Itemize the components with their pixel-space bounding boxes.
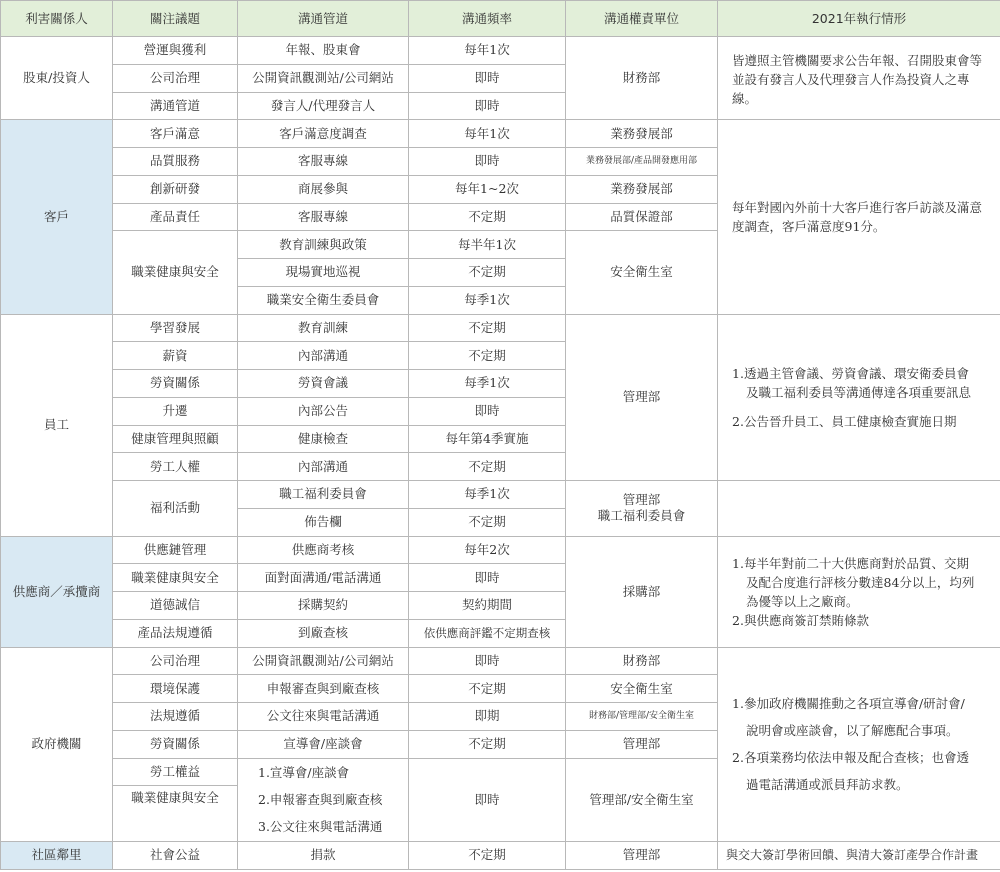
frequency-cell: 不定期 [409, 259, 566, 287]
unit-cell: 業務發展部/產品開發應用部 [566, 148, 718, 176]
channel-cell: 公開資訊觀測站/公司網站 [238, 64, 409, 92]
channel-cell: 捐款 [238, 841, 409, 869]
channel-cell: 客服專線 [238, 148, 409, 176]
stakeholder-government: 政府機關 [1, 647, 113, 841]
channel-cell: 宣導會/座談會 [238, 730, 409, 758]
execution-note: 1.透過主管會議、勞資會議、環安衛委員會 及職工福利委員等溝通傳達各項重要訊息 2.公告晉升員工、員工健康檢查實施日期 [718, 314, 1000, 481]
channel-cell: 客服專線 [238, 203, 409, 231]
topic-cell: 學習發展 [113, 314, 238, 342]
table-row [1, 37, 1000, 65]
table-row [1, 481, 1000, 509]
header-row [1, 1, 1000, 37]
topic-cell: 福利活動 [113, 481, 238, 537]
channel-cell: 內部溝通 [238, 453, 409, 481]
topic-cell: 薪資 [113, 342, 238, 370]
frequency-cell: 不定期 [409, 453, 566, 481]
stakeholder-shareholders: 股東/投資人 [1, 37, 113, 120]
stakeholder-customers: 客戶 [1, 120, 113, 314]
unit-cell: 管理部 [566, 314, 718, 481]
header-stakeholder: 利害關係人 [1, 1, 113, 37]
execution-note: 皆遵照主管機關要求公告年報、召開股東會等並設有發言人及代理發言人作為投資人之專線。 [718, 37, 1000, 120]
channel-cell: 到廠查核 [238, 619, 409, 647]
table-row [1, 536, 1000, 564]
frequency-cell: 即時 [409, 92, 566, 120]
table-row [1, 647, 1000, 675]
frequency-cell: 即期 [409, 703, 566, 731]
topic-cell: 職業健康與安全 [113, 231, 238, 314]
frequency-cell: 每年1次 [409, 120, 566, 148]
channel-cell: 教育訓練與政策 [238, 231, 409, 259]
execution-note: 1.參加政府機關推動之各項宣導會/研討會/ 說明會或座談會，以了解應配合事項。 2.各項業務均依法申報及配合查核；也會透 過電話溝通或派員拜訪求教。 [718, 647, 1000, 841]
frequency-cell: 每年第4季實施 [409, 425, 566, 453]
frequency-cell: 每年1次 [409, 37, 566, 65]
channel-cell: 公文往來與電話溝通 [238, 703, 409, 731]
channel-cell: 公開資訊觀測站/公司網站 [238, 647, 409, 675]
topic-cell: 營運與獲利 [113, 37, 238, 65]
table-row [1, 314, 1000, 342]
frequency-cell: 即時 [409, 647, 566, 675]
stakeholder-community: 社區鄰里 [1, 841, 113, 869]
channel-cell: 職工福利委員會 [238, 481, 409, 509]
unit-cell: 業務發展部 [566, 120, 718, 148]
topic-cell: 公司治理 [113, 64, 238, 92]
unit-cell: 安全衛生室 [566, 675, 718, 703]
frequency-cell: 不定期 [409, 342, 566, 370]
execution-note-empty [718, 481, 1000, 537]
frequency-cell: 不定期 [409, 675, 566, 703]
execution-note: 與交大簽訂學術回饋、與清大簽訂產學合作計畫 [718, 841, 1000, 869]
topic-cell: 創新研發 [113, 175, 238, 203]
execution-note: 每年對國內外前十大客戶進行客戶訪談及滿意度調查，客戶滿意度91分。 [718, 120, 1000, 314]
frequency-cell: 即時 [409, 64, 566, 92]
frequency-cell: 每季1次 [409, 370, 566, 398]
topic-cell: 公司治理 [113, 647, 238, 675]
topic-cell: 產品責任 [113, 203, 238, 231]
channel-cell: 面對面溝通/電話溝通 [238, 564, 409, 592]
channel-cell: 職業安全衛生委員會 [238, 286, 409, 314]
frequency-cell: 每季1次 [409, 286, 566, 314]
channel-cell: 採購契約 [238, 592, 409, 620]
execution-note: 1.每半年對前二十大供應商對於品質、交期 及配合度進行評核分數達84分以上，均列 為優等以上之廠商。 2.與供應商簽訂禁賄條款 [718, 536, 1000, 647]
frequency-cell: 每年2次 [409, 536, 566, 564]
unit-cell: 管理部 [566, 730, 718, 758]
channel-cell: 內部公告 [238, 397, 409, 425]
channel-cell: 年報、股東會 [238, 37, 409, 65]
header-topic: 關注議題 [113, 1, 238, 37]
topic-cell: 溝通管道 [113, 92, 238, 120]
frequency-cell: 即時 [409, 564, 566, 592]
header-execution: 2021年執行情形 [718, 1, 1000, 37]
unit-cell: 安全衛生室 [566, 231, 718, 314]
topic-cell: 職業健康與安全 [113, 786, 238, 842]
frequency-cell: 契約期間 [409, 592, 566, 620]
frequency-cell: 即時 [409, 758, 566, 841]
unit-cell: 品質保證部 [566, 203, 718, 231]
unit-cell: 財務部 [566, 37, 718, 120]
stakeholder-employees: 員工 [1, 314, 113, 536]
topic-cell: 供應鏈管理 [113, 536, 238, 564]
table-row [1, 841, 1000, 869]
unit-cell: 管理部 [566, 841, 718, 869]
unit-cell: 財務部 [566, 647, 718, 675]
frequency-cell: 不定期 [409, 203, 566, 231]
unit-cell: 管理部 職工福利委員會 [566, 481, 718, 537]
frequency-cell: 即時 [409, 148, 566, 176]
channel-cell: 發言人/代理發言人 [238, 92, 409, 120]
table-row [1, 120, 1000, 148]
channel-cell: 客戶滿意度調查 [238, 120, 409, 148]
topic-cell: 品質服務 [113, 148, 238, 176]
topic-cell: 法規遵循 [113, 703, 238, 731]
frequency-cell: 不定期 [409, 314, 566, 342]
topic-cell: 勞資關係 [113, 370, 238, 398]
header-channel: 溝通管道 [238, 1, 409, 37]
channel-cell: 現場實地巡視 [238, 259, 409, 287]
channel-cell: 教育訓練 [238, 314, 409, 342]
topic-cell: 道德誠信 [113, 592, 238, 620]
unit-cell: 業務發展部 [566, 175, 718, 203]
stakeholder-suppliers: 供應商／承攬商 [1, 536, 113, 647]
topic-cell: 升遷 [113, 397, 238, 425]
frequency-cell: 每半年1次 [409, 231, 566, 259]
header-unit: 溝通權責單位 [566, 1, 718, 37]
channel-cell: 商展參與 [238, 175, 409, 203]
topic-cell: 健康管理與照顧 [113, 425, 238, 453]
unit-cell: 管理部/安全衛生室 [566, 758, 718, 841]
channel-cell: 健康檢查 [238, 425, 409, 453]
topic-cell: 產品法規遵循 [113, 619, 238, 647]
frequency-cell: 每季1次 [409, 481, 566, 509]
channel-cell: 供應商考核 [238, 536, 409, 564]
topic-cell: 勞工人權 [113, 453, 238, 481]
frequency-cell: 每年1~2次 [409, 175, 566, 203]
topic-cell: 客戶滿意 [113, 120, 238, 148]
channel-cell: 1.宣導會/座談會 2.申報審查與到廠查核 3.公文往來與電話溝通 [238, 758, 409, 841]
topic-cell: 勞工權益 [113, 758, 238, 786]
frequency-cell: 不定期 [409, 508, 566, 536]
frequency-cell: 即時 [409, 397, 566, 425]
unit-cell: 財務部/管理部/安全衛生室 [566, 703, 718, 731]
header-frequency: 溝通頻率 [409, 1, 566, 37]
topic-cell: 職業健康與安全 [113, 564, 238, 592]
topic-cell: 社會公益 [113, 841, 238, 869]
channel-cell: 佈告欄 [238, 508, 409, 536]
channel-cell: 勞資會議 [238, 370, 409, 398]
topic-cell: 環境保護 [113, 675, 238, 703]
channel-cell: 申報審查與到廠查核 [238, 675, 409, 703]
frequency-cell: 不定期 [409, 841, 566, 869]
unit-cell: 採購部 [566, 536, 718, 647]
frequency-cell: 不定期 [409, 730, 566, 758]
topic-cell: 勞資關係 [113, 730, 238, 758]
frequency-cell: 依供應商評鑑不定期查核 [409, 619, 566, 647]
channel-cell: 內部溝通 [238, 342, 409, 370]
